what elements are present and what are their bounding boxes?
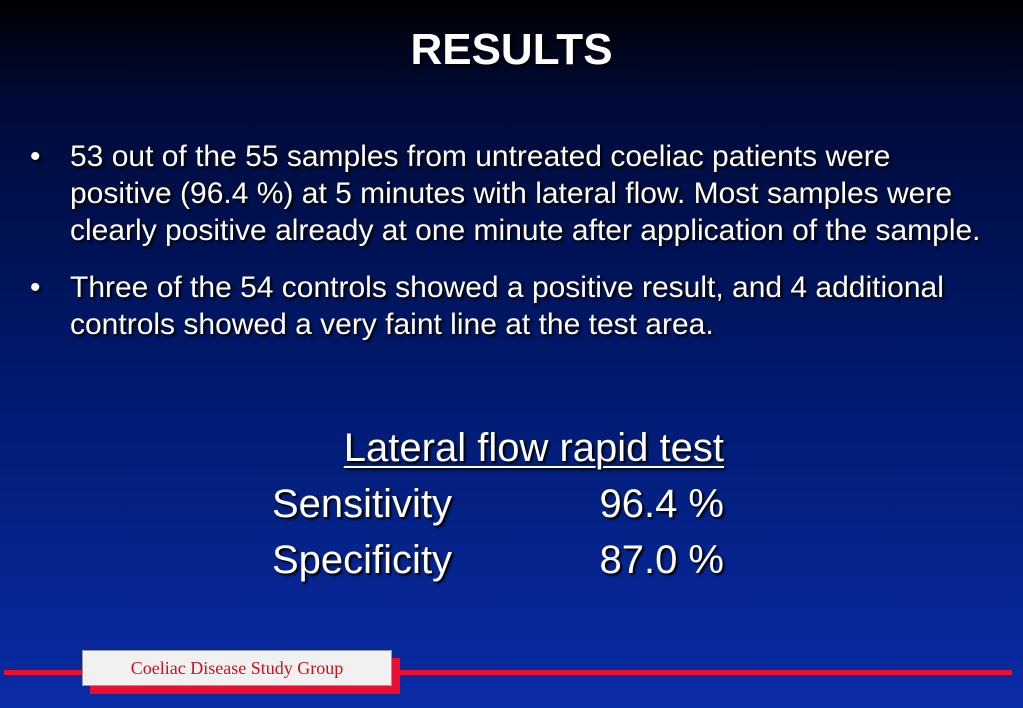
row-label: Sensitivity — [272, 482, 453, 526]
bullet-text: Three of the 54 controls showed a positive result, and 4 additional controls showed a very faint line at the test area. — [70, 271, 944, 341]
row-value: 87.0 % — [599, 538, 724, 582]
bullet-item-controls — [28, 269, 988, 343]
results-table — [272, 420, 724, 588]
bullet-item-untreated-samples — [28, 138, 988, 249]
row-value: 96.4 % — [599, 482, 724, 526]
row-label: Specificity — [272, 538, 453, 582]
bullet-marker: • — [30, 271, 41, 304]
slide-title: RESULTS — [410, 25, 613, 74]
bullet-list — [28, 138, 988, 363]
bullet-marker: • — [30, 140, 41, 173]
results-table-heading: Lateral flow rapid test — [343, 426, 724, 470]
footer-badge — [82, 650, 392, 686]
results-row-sensitivity — [272, 476, 724, 532]
results-row-specificity — [272, 532, 724, 588]
bullet-text: 53 out of the 55 samples from untreated coeliac patients were positive (96.4 %) at 5 minutes with lateral flow. Most samples were clearly positive already at one minute after application of the sample. — [70, 140, 981, 247]
footer-badge-text: Coeliac Disease Study Group — [130, 657, 344, 678]
